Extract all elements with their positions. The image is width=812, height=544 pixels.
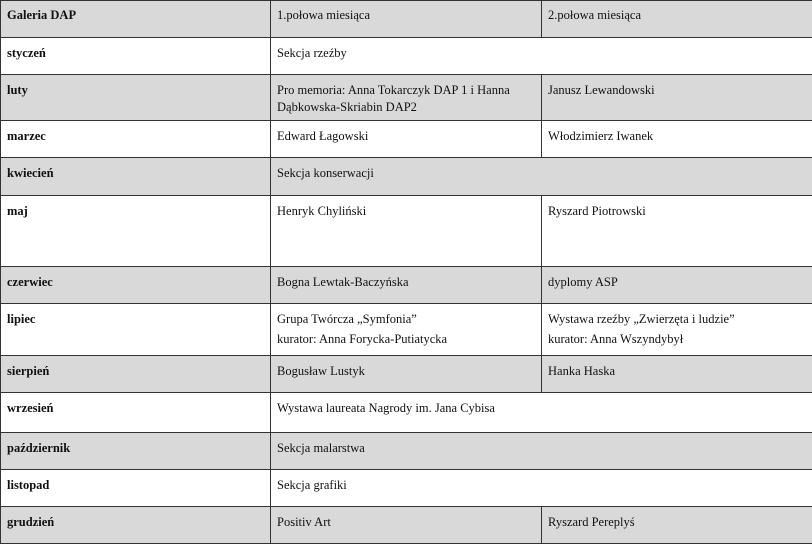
- table-row: [1, 267, 812, 304]
- header-row: [1, 1, 812, 38]
- month-cell: lipiec: [1, 304, 271, 356]
- month-cell: październik: [1, 433, 271, 470]
- exhibition-title: Grupa Twórcza „Symfonia”: [277, 311, 535, 328]
- second-half-cell: Ryszard Piotrowski: [542, 196, 812, 267]
- second-half-cell: [542, 304, 812, 356]
- month-cell: luty: [1, 75, 271, 121]
- table-row: [1, 433, 812, 470]
- first-half-cell: [271, 304, 542, 356]
- month-cell: marzec: [1, 121, 271, 158]
- merged-cell: Sekcja konserwacji: [271, 158, 812, 196]
- month-cell: maj: [1, 196, 271, 267]
- month-cell: czerwiec: [1, 267, 271, 304]
- second-half-cell: Hanka Haska: [542, 356, 812, 393]
- first-half-cell: Edward Łagowski: [271, 121, 542, 158]
- second-half-cell: Ryszard Pereplyś: [542, 507, 812, 544]
- header-gallery: Galeria DAP: [1, 1, 271, 38]
- table-row: [1, 158, 812, 196]
- header-first-half: 1.połowa miesiąca: [271, 1, 542, 38]
- merged-cell: Sekcja rzeźby: [271, 38, 812, 75]
- second-half-cell: Janusz Lewandowski: [542, 75, 812, 121]
- merged-cell: Sekcja malarstwa: [271, 433, 812, 470]
- table-row: [1, 393, 812, 433]
- table-row: [1, 507, 812, 544]
- exhibition-title: Wystawa rzeźby „Zwierzęta i ludzie”: [548, 311, 806, 328]
- curator-line: kurator: Anna Forycka-Putiatycka: [277, 331, 535, 348]
- first-half-cell: Henryk Chyliński: [271, 196, 542, 267]
- header-second-half: 2.połowa miesiąca: [542, 1, 812, 38]
- month-cell: sierpień: [1, 356, 271, 393]
- month-cell: kwiecień: [1, 158, 271, 196]
- table-row: [1, 121, 812, 158]
- first-half-cell: Bogusław Lustyk: [271, 356, 542, 393]
- table-row: [1, 304, 812, 356]
- merged-cell: Sekcja grafiki: [271, 470, 812, 507]
- curator-line: kurator: Anna Wszyndybył: [548, 331, 806, 348]
- first-half-cell: Bogna Lewtak-Baczyńska: [271, 267, 542, 304]
- month-cell: listopad: [1, 470, 271, 507]
- first-half-cell: Positiv Art: [271, 507, 542, 544]
- table-row: [1, 196, 812, 267]
- table-row: [1, 356, 812, 393]
- second-half-cell: Włodzimierz Iwanek: [542, 121, 812, 158]
- second-half-cell: dyplomy ASP: [542, 267, 812, 304]
- table-row: [1, 75, 812, 121]
- first-half-cell: Pro memoria: Anna Tokarczyk DAP 1 i Hanna Dąbkowska-Skriabin DAP2: [271, 75, 542, 121]
- month-cell: grudzień: [1, 507, 271, 544]
- table-row: [1, 38, 812, 75]
- merged-cell: Wystawa laureata Nagrody im. Jana Cybisa: [271, 393, 812, 433]
- month-cell: wrzesień: [1, 393, 271, 433]
- month-cell: styczeń: [1, 38, 271, 75]
- table-row: [1, 470, 812, 507]
